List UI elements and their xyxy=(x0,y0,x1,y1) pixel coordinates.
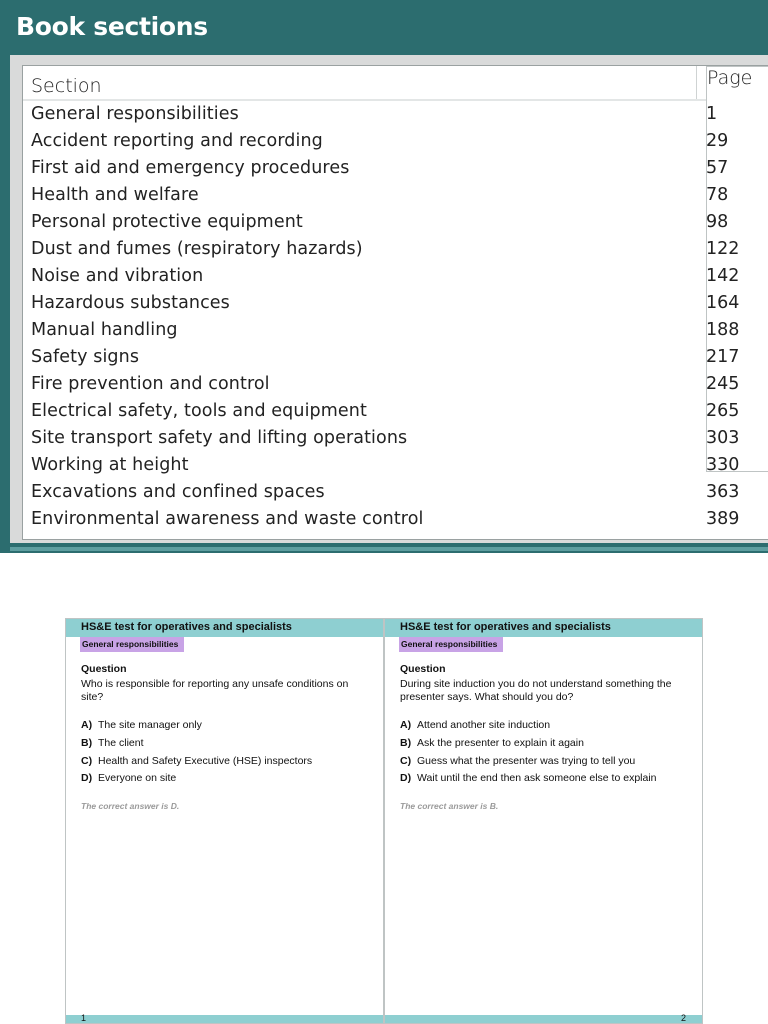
section-page: 363 xyxy=(706,482,740,502)
answer-option xyxy=(400,772,695,790)
question-label: Question xyxy=(81,663,127,675)
section-name: Fire prevention and control xyxy=(31,374,270,394)
page-footer xyxy=(66,1015,383,1023)
answer-option xyxy=(81,772,376,790)
answer-options xyxy=(81,719,376,790)
option-letter: C) xyxy=(81,754,93,767)
option-text: Ask the presenter to explain it again xyxy=(417,736,584,749)
page-header xyxy=(66,619,383,637)
section-name: Noise and vibration xyxy=(31,266,204,286)
option-letter: A) xyxy=(400,719,412,731)
option-text: Attend another site induction xyxy=(417,719,551,731)
section-name: Manual handling xyxy=(31,320,178,340)
column-header-page[interactable]: Page xyxy=(706,66,768,472)
table-row[interactable] xyxy=(23,506,768,533)
section-name: First aid and emergency procedures xyxy=(31,158,350,178)
table-header-row xyxy=(23,66,768,101)
page-number: 2 xyxy=(680,1013,686,1023)
option-text: Wait until the end then ask someone else to explain xyxy=(417,772,657,785)
sections-table xyxy=(22,65,768,540)
section-page: 330 xyxy=(706,455,740,475)
answer-option xyxy=(400,737,695,755)
table-row[interactable] xyxy=(23,425,768,452)
section-page: 265 xyxy=(706,401,740,421)
section-name: Excavations and confined spaces xyxy=(31,482,325,502)
answer-option xyxy=(400,719,695,737)
question-text: During site induction you do not understand something the presenter says. What should you do? xyxy=(400,678,672,703)
section-name: Hazardous substances xyxy=(31,293,230,313)
book-sections-title: Book sections xyxy=(16,12,208,41)
option-letter: D) xyxy=(81,772,93,785)
section-page: 245 xyxy=(706,374,740,394)
option-letter: C) xyxy=(400,754,412,767)
table-row[interactable] xyxy=(23,236,768,263)
option-text: Everyone on site xyxy=(98,772,177,785)
option-letter: B) xyxy=(400,736,412,749)
option-text: The client xyxy=(98,736,144,749)
section-page: 29 xyxy=(706,131,729,151)
table-row[interactable] xyxy=(23,263,768,290)
section-name: Accident reporting and recording xyxy=(31,131,323,151)
section-name: General responsibilities xyxy=(31,104,239,124)
question-text: Who is responsible for reporting any unsafe conditions on site? xyxy=(81,678,349,703)
column-header-section[interactable]: Section xyxy=(31,75,102,97)
section-page: 98 xyxy=(706,212,729,232)
table-row[interactable] xyxy=(23,209,768,236)
table-row[interactable] xyxy=(23,290,768,317)
section-page: 57 xyxy=(706,158,729,178)
section-name: Health and welfare xyxy=(31,185,199,205)
table-row[interactable] xyxy=(23,128,768,155)
option-letter: D) xyxy=(400,772,412,785)
column-divider[interactable] xyxy=(696,66,697,99)
option-letter: B) xyxy=(81,736,93,749)
question-label: Question xyxy=(400,663,446,675)
section-page: 78 xyxy=(706,185,729,205)
correct-answer: The correct answer is B. xyxy=(400,801,499,811)
answer-option xyxy=(81,755,376,773)
section-page: 303 xyxy=(706,428,740,448)
section-name: Personal protective equipment xyxy=(31,212,303,232)
section-page: 1 xyxy=(706,104,718,124)
test-pages-spread xyxy=(65,618,704,1024)
test-page xyxy=(65,618,384,1024)
table-row[interactable] xyxy=(23,371,768,398)
section-name: Electrical safety, tools and equipment xyxy=(31,401,367,421)
section-name: Dust and fumes (respiratory hazards) xyxy=(31,239,363,259)
table-row[interactable] xyxy=(23,344,768,371)
section-name: Site transport safety and lifting operations xyxy=(31,428,408,448)
table-row[interactable] xyxy=(23,479,768,506)
table-row[interactable] xyxy=(23,452,768,479)
section-page: 217 xyxy=(706,347,740,367)
page-header xyxy=(385,619,702,637)
answer-option xyxy=(400,755,695,773)
page-footer xyxy=(385,1015,702,1023)
table-row[interactable] xyxy=(23,155,768,182)
page-header-title: HS&E test for operatives and specialists xyxy=(400,621,611,633)
category-tag: General responsibilities xyxy=(80,637,184,652)
answer-option xyxy=(81,737,376,755)
answer-option xyxy=(81,719,376,737)
option-letter: A) xyxy=(81,719,93,731)
table-row[interactable] xyxy=(23,182,768,209)
section-page: 122 xyxy=(706,239,740,259)
section-page: 389 xyxy=(706,509,740,529)
category-tag: General responsibilities xyxy=(399,637,503,652)
page-number: 1 xyxy=(81,1013,87,1023)
table-row[interactable] xyxy=(23,317,768,344)
table-row[interactable] xyxy=(23,101,768,128)
table-row[interactable] xyxy=(23,398,768,425)
test-page xyxy=(384,618,703,1024)
section-page: 188 xyxy=(706,320,740,340)
sections-divider xyxy=(10,547,768,551)
correct-answer: The correct answer is D. xyxy=(81,801,180,811)
section-page: 142 xyxy=(706,266,740,286)
section-name: Safety signs xyxy=(31,347,140,367)
section-name: Working at height xyxy=(31,455,189,475)
section-name: Environmental awareness and waste control xyxy=(31,509,424,529)
option-text: Health and Safety Executive (HSE) inspectors xyxy=(98,754,313,767)
option-text: The site manager only xyxy=(98,719,202,731)
section-page: 164 xyxy=(706,293,740,313)
answer-options xyxy=(400,719,695,790)
option-text: Guess what the presenter was trying to tell you xyxy=(417,754,636,767)
page-header-title: HS&E test for operatives and specialists xyxy=(81,621,292,633)
